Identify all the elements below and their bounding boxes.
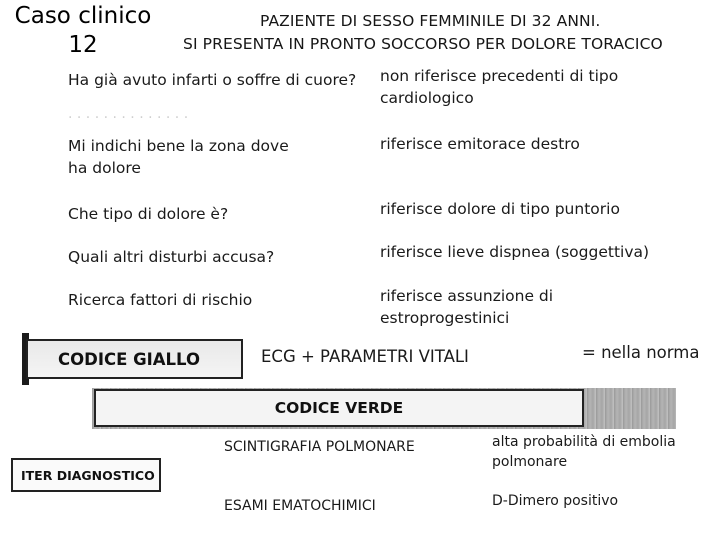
- answer-3: riferisce dolore di tipo puntorio: [380, 200, 620, 218]
- exam-2-result: D-Dimero positivo: [492, 493, 619, 509]
- ecg-result: = nella norma: [582, 343, 700, 362]
- answer-5: riferisce assunzione di estroprogestinici: [380, 287, 554, 327]
- patient-header-line1: PAZIENTE DI SESSO FEMMINILE DI 32 ANNI.: [260, 12, 601, 30]
- answer-4: riferisce lieve dispnea (soggettiva): [380, 243, 650, 261]
- slide-title: Caso clinico 12: [14, 3, 152, 58]
- question-2: Mi indichi bene la zona dove ha dolore: [68, 137, 289, 177]
- bleed-through-text: · · · · · · · · · · · · · ·: [68, 110, 189, 126]
- exam-2: ESAMI EMATOCHIMICI: [224, 498, 376, 514]
- patient-header-line2: SI PRESENTA IN PRONTO SOCCORSO PER DOLORE TORACICO: [183, 35, 663, 53]
- iter-diagnostico-box: ITER DIAGNOSTICO: [11, 458, 161, 492]
- code-green-box: CODICE VERDE: [94, 389, 584, 427]
- answer-2: riferisce emitorace destro: [380, 135, 580, 153]
- scanned-page: [22, 0, 720, 540]
- code-yellow-box: CODICE GIALLO: [26, 339, 243, 379]
- question-3: Che tipo di dolore è?: [68, 205, 229, 223]
- exam-1: SCINTIGRAFIA POLMONARE: [224, 439, 415, 455]
- question-5: Ricerca fattori di rischio: [68, 291, 253, 309]
- answer-1: non riferisce precedenti di tipo cardiologico: [380, 67, 619, 107]
- ecg-vitals-label: ECG + PARAMETRI VITALI: [261, 347, 469, 366]
- exam-1-result: alta probabilità di embolia polmonare: [492, 434, 676, 470]
- question-4: Quali altri disturbi accusa?: [68, 248, 275, 266]
- question-1: Ha già avuto infarti o soffre di cuore?: [68, 71, 357, 89]
